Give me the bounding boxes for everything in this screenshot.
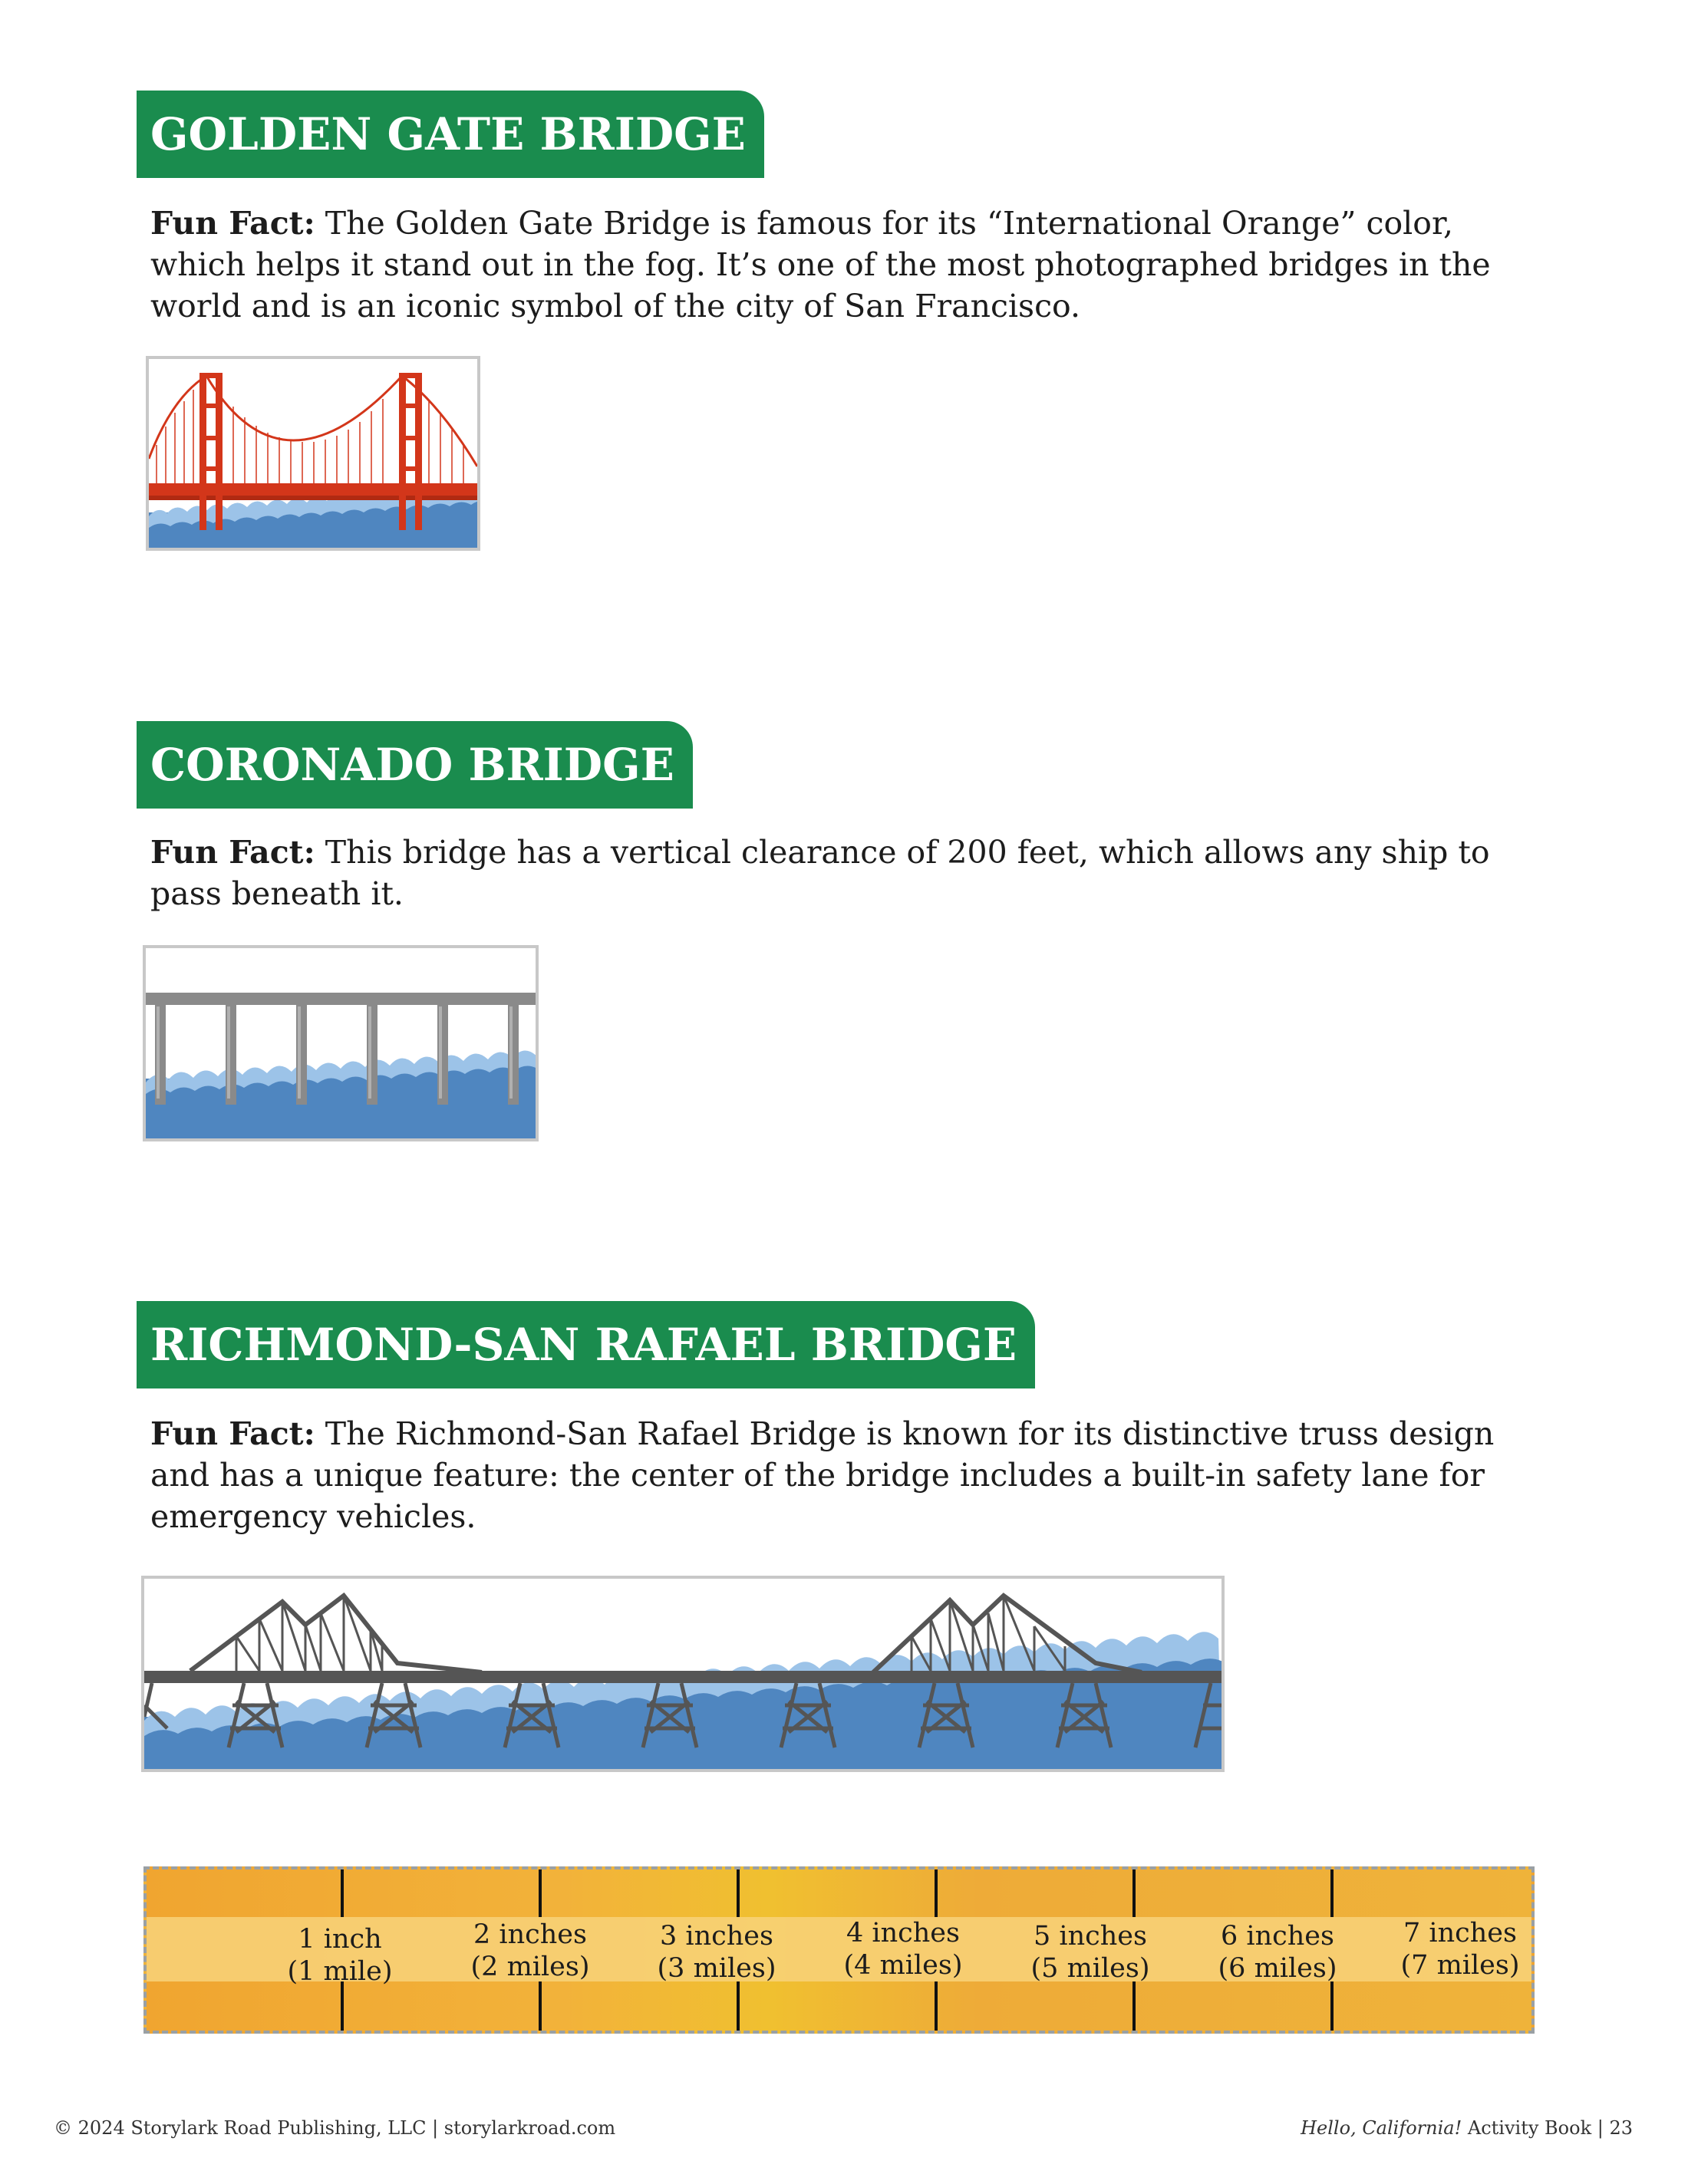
- page-number: Activity Book | 23: [1467, 2117, 1633, 2139]
- footer-copyright: © 2024 Storylark Road Publishing, LLC | storylarkroad.com: [54, 2117, 616, 2139]
- ruler-label-6: 6 inches (6 miles): [1218, 1921, 1337, 1984]
- fun-fact-golden-gate: [150, 203, 1501, 327]
- fun-fact-label: Fun Fact:: [150, 1415, 315, 1452]
- ruler-label-3: 3 inches (3 miles): [657, 1921, 776, 1984]
- ruler-label-4: 4 inches (4 miles): [843, 1918, 963, 1981]
- fun-fact-text: The Richmond-San Rafael Bridge is known for its distinctive truss design and has a unique feature: the center of the bridge includes a built-in safety lane for emergency vehicles.: [150, 1415, 1495, 1535]
- footer-page-info: [1301, 2117, 1633, 2139]
- section-title-golden-gate: GOLDEN GATE BRIDGE: [137, 91, 764, 178]
- fun-fact-label: Fun Fact:: [150, 205, 315, 242]
- golden-gate-bridge-illustration: [146, 356, 480, 551]
- coronado-bridge-illustration: [143, 945, 539, 1141]
- measurement-ruler: [143, 1866, 1535, 2034]
- fun-fact-text: This bridge has a vertical clearance of 200 feet, which allows any ship to pass beneath it.: [150, 834, 1490, 912]
- ruler-label-7: 7 inches (7 miles): [1400, 1918, 1520, 1981]
- ruler-label-2: 2 inches (2 miles): [470, 1919, 590, 1982]
- section-title-coronado: CORONADO BRIDGE: [137, 721, 693, 809]
- fun-fact-coronado: [150, 832, 1501, 914]
- ruler-label-5: 5 inches (5 miles): [1030, 1921, 1150, 1984]
- fun-fact-label: Fun Fact:: [150, 834, 315, 871]
- fun-fact-richmond-san-rafael: [150, 1413, 1501, 1537]
- book-title: Hello, California!: [1301, 2117, 1462, 2139]
- section-title-richmond-san-rafael: RICHMOND-SAN RAFAEL BRIDGE: [137, 1301, 1035, 1388]
- richmond-san-rafael-bridge-illustration: [141, 1576, 1225, 1772]
- ruler-label-1: 1 inch (1 mile): [287, 1924, 393, 1987]
- fun-fact-text: The Golden Gate Bridge is famous for its “International Orange” color, which helps it stand out in the fog. It’s one of the most photographed bridges in the world and is an iconic symbol of the city of San Francisco.: [150, 205, 1491, 324]
